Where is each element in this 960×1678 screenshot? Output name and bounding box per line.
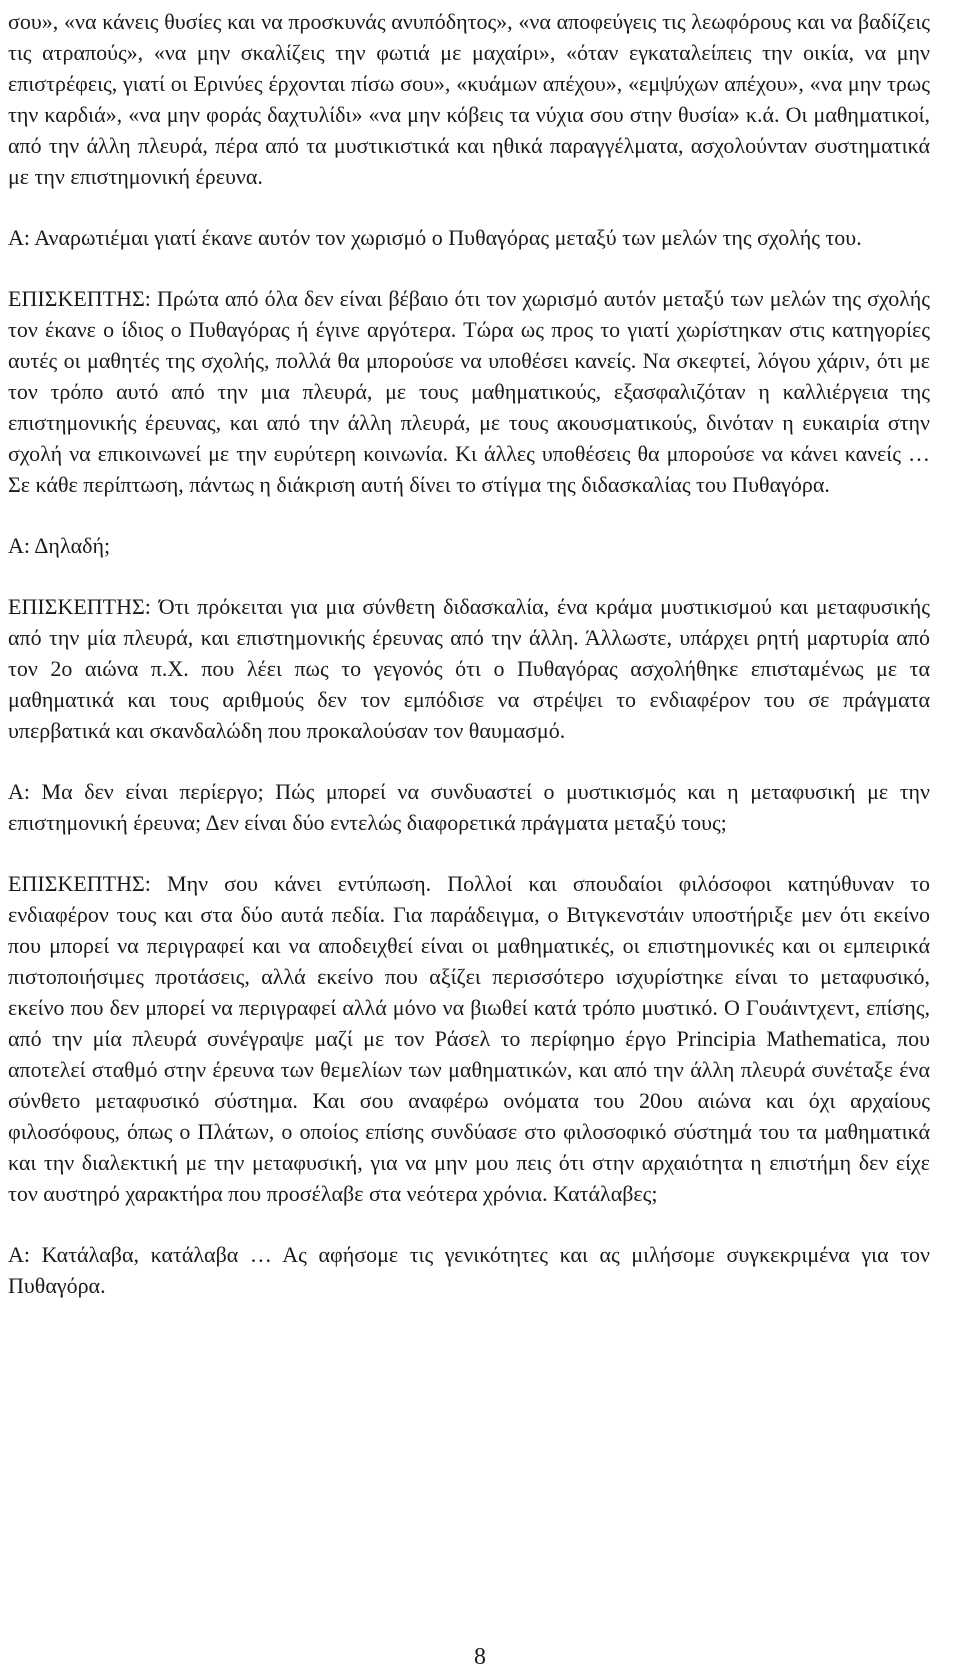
paragraph-continuation: σου», «να κάνεις θυσίες και να προσκυνάς ανυπόδητος», «να αποφεύγεις τις λεωφόρους και να βαδίζεις τις ατραπούς», «να μην σκαλίζεις την φωτιά με μαχαίρι», «όταν εγκαταλείπεις την οικία, να μην επιστρέφεις, γιατί οι Ερινύες έρχονται πίσω σου», «κυάμων απέχου», «εμψύχων απέχου», «να μην τρως την καρδιά», «να μην φοράς δαχτυλίδι» «να μην κόβεις τα νύχια σου στην θυσία» κ.ά. Οι μαθηματικοί, από την άλλη πλευρά, πέρα από τα μυστικιστικά και ηθικά παραγγέλματα, ασχολούνταν συστηματικά με την επιστημονική έρευνα. [8,9,930,189]
paragraph-visitor-answer-composite: ΕΠΙΣΚΕΠΤΗΣ: Ότι πρόκειται για μια σύνθετη διδασκαλία, ένα κράμα μυστικισμού και μεταφυσικής από την μία πλευρά, και επιστημονικής έρευνας από την άλλη. Άλλωστε, υπάρχει ρητή μαρτυρία από τον 2ο αιώνα π.Χ. που λέει πως το γεγονός ότι ο Πυθαγόρας ασχολήθηκε επισταμένως με τα μαθηματικά και τους αριθμούς δεν τον εμπόδισε να στρέψει το ενδιαφέρον του σε πράγματα υπερβατικά και σκανδαλώδη που προκαλούσαν τον θαυμασμό. [8,594,930,743]
paragraph-question-division: Α: Αναρωτιέμαι γιατί έκανε αυτόν τον χωρισμό ο Πυθαγόρας μεταξύ των μελών της σχολής του. [8,225,862,250]
paragraph-question-combination: Α: Μα δεν είναι περίεργο; Πώς μπορεί να συνδυαστεί ο μυστικισμός και η μεταφυσική με την επιστημονική έρευνα; Δεν είναι δύο εντελώς διαφορετικά πράγματα μεταξύ τους; [8,779,930,835]
paragraph-closing-question: Α: Κατάλαβα, κατάλαβα … Ας αφήσομε τις γενικότητες και ας μιλήσομε συγκεκριμένα για τον Πυθαγόρα. [8,1242,930,1298]
paragraph-visitor-answer-philosophers: ΕΠΙΣΚΕΠΤΗΣ: Μην σου κάνει εντύπωση. Πολλοί και σπουδαίοι φιλόσοφοι κατηύθυναν το ενδιαφέρον τους και στα δύο αυτά πεδία. Για παράδειγμα, ο Βιτγκενστάιν υποστήριξε μεν ότι εκείνο που μπορεί να περιγραφεί και να αποδειχθεί είναι οι μαθηματικές, οι επιστημονικές και οι εμπειρικά πιστοποιήσιμες προτάσεις, αλλά εκείνο που αξίζει περισσότερο ισχυρίστηκε είναι το μεταφυσικό, εκείνο που δεν μπορεί να περιγραφεί αλλά μόνο να βιωθεί κατά τρόπο μυστικό. Ο Γουάιντχεντ, επίσης, από την μία πλευρά συνέγραψε μαζί με τον Ράσελ το περίφημο έργο Principia Mathematica, που αποτελεί σταθμό στην έρευνα των θεμελίων των μαθηματικών, και από την άλλη πλευρά συνέταξε ένα σύνθετο μεταφυσικό σύστημα. Και σου αναφέρω ονόματα του 20ου αιώνα και όχι αρχαίους φιλοσόφους, όπως ο Πλάτων, ο οποίος επίσης συνδύασε στο φιλοσοφικό σύστημά του τα μαθηματικά και την διαλεκτική με την μεταφυσική, για να μην μου πεις ότι στην αρχαιότητα η επιστήμη δεν είχε τον αυστηρό χαρακτήρα που προσέλαβε στα νεότερα χρόνια. Κατάλαβες; [8,871,930,1206]
document-body [8,6,930,1331]
page-number: 8 [474,1644,486,1670]
paragraph-visitor-answer-division: ΕΠΙΣΚΕΠΤΗΣ: Πρώτα από όλα δεν είναι βέβαιο ότι τον χωρισμό αυτόν μεταξύ των μελών της σχολής τον έκανε ο ίδιος ο Πυθαγόρας ή έγινε αργότερα. Τώρα ως προς το γιατί χωρίστηκαν στις κατηγορίες αυτές οι μαθητές της σχολής, πολλά θα μπορούσε να υποθέσει κανείς. Να σκεφτεί, λόγου χάριν, ότι με τον τρόπο αυτό από την μια πλευρά, με τους μαθηματικούς, εξασφαλιζόταν η καλλιέργεια της επιστημονικής έρευνας, και από την άλλη πλευρά, με τους ακουσματικούς, δινόταν η ευκαιρία στην σχολή να επικοινωνεί με την ευρύτερη κοινωνία. Κι άλλες υποθέσεις θα μπορούσε να κάνει κανείς … Σε κάθε περίπτωση, πάντως η διάκριση αυτή δίνει το στίγμα της διδασκαλίας του Πυθαγόρα. [8,286,930,497]
paragraph-question-meaning: Α: Δηλαδή; [8,533,111,558]
